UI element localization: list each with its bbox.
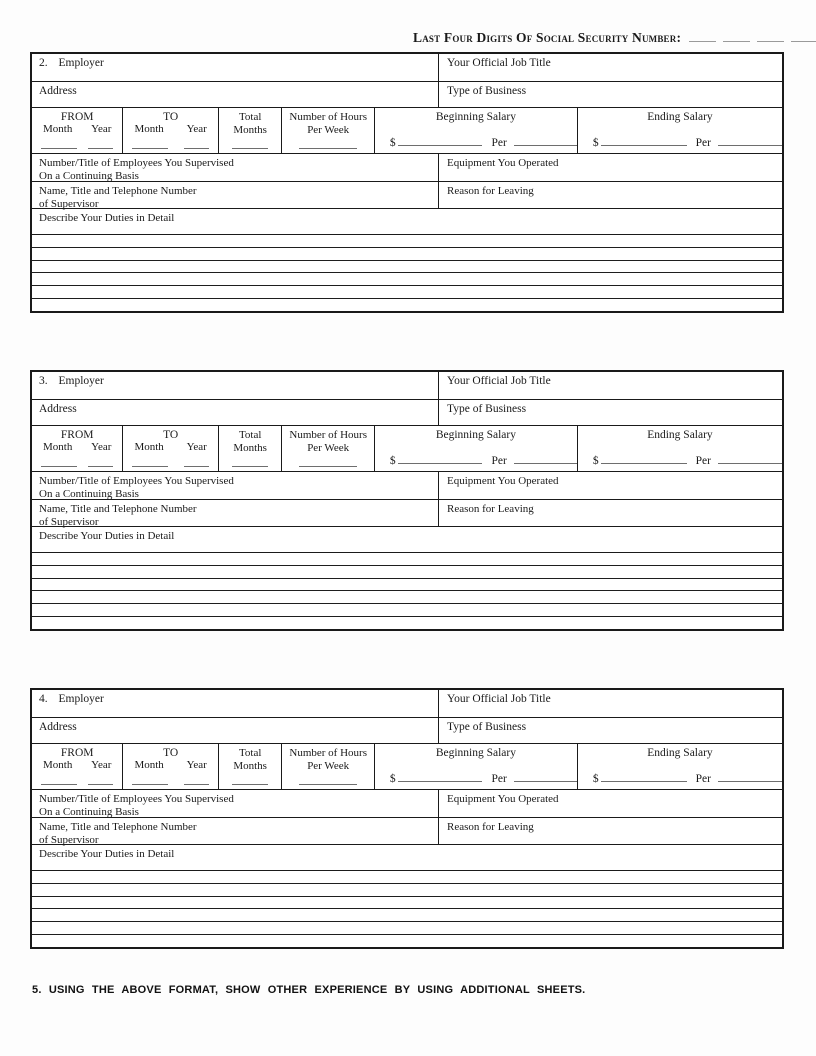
per-label: Per [695, 455, 711, 467]
hours-per-week-cell [282, 744, 374, 789]
total-months-label-2: Months [233, 442, 267, 454]
dollar-sign: $ [389, 773, 396, 785]
duties-write-in-area [32, 235, 782, 311]
duties-write-in-area [32, 871, 782, 947]
reason-for-leaving-label: Reason for Leaving [447, 503, 534, 515]
address-row [32, 400, 782, 426]
total-months-line[interactable] [232, 147, 268, 149]
dollar-sign: $ [592, 455, 599, 467]
to-year-label: Year [186, 759, 207, 771]
employment-block-2 [30, 52, 784, 313]
ending-salary-per-line[interactable] [718, 780, 782, 782]
to-year-label: Year [186, 123, 207, 135]
supervisor-label-2: of Supervisor [39, 198, 99, 210]
duties-blank-line[interactable] [32, 922, 782, 935]
job-title-cell[interactable] [439, 690, 782, 717]
address-label: Address [39, 85, 77, 97]
equipment-operated-cell[interactable] [439, 154, 782, 181]
supervisor-row [32, 818, 782, 845]
employment-block-3 [30, 370, 784, 631]
ssn-digit-line[interactable] [757, 30, 784, 42]
to-month-line[interactable] [132, 147, 168, 149]
hours-label-2: Per Week [307, 442, 350, 454]
employer-row [32, 372, 782, 400]
duties-blank-line[interactable] [32, 871, 782, 884]
type-of-business-cell[interactable] [439, 718, 782, 743]
to-year-line[interactable] [184, 147, 209, 149]
from-year-label: Year [91, 759, 112, 771]
duties-blank-line[interactable] [32, 884, 782, 897]
from-month-label: Month [43, 759, 73, 771]
ending-salary-cell [578, 108, 782, 153]
address-row [32, 82, 782, 108]
additional-sheets-instruction: 5. USING THE ABOVE FORMAT, SHOW OTHER EXPERIENCE BY USING ADDITIONAL SHEETS. [32, 984, 586, 996]
supervisor-label-1: Name, Title and Telephone Number [39, 821, 197, 833]
to-month-line[interactable] [132, 783, 168, 785]
beginning-salary-cell [375, 426, 578, 471]
beginning-salary-per-line[interactable] [514, 780, 577, 782]
beginning-salary-amount-line[interactable] [398, 780, 483, 782]
job-title-label: Your Official Job Title [447, 375, 551, 387]
from-year-label: Year [91, 441, 112, 453]
from-year-label: Year [91, 123, 112, 135]
address-label: Address [39, 721, 77, 733]
employer-label: Employer [58, 693, 104, 705]
supervised-label-1: Number/Title of Employees You Supervised [39, 157, 234, 169]
equipment-operated-label: Equipment You Operated [447, 793, 559, 805]
employees-supervised-cell[interactable] [32, 154, 439, 181]
employer-label: Employer [58, 375, 104, 387]
job-title-label: Your Official Job Title [447, 57, 551, 69]
reason-for-leaving-cell[interactable] [439, 818, 782, 844]
beginning-salary-cell [375, 108, 578, 153]
ending-salary-amount-line[interactable] [601, 462, 687, 464]
duties-blank-line[interactable] [32, 579, 782, 592]
duties-blank-line[interactable] [32, 617, 782, 629]
address-cell[interactable] [32, 82, 439, 107]
beginning-salary-amount-line[interactable] [398, 144, 483, 146]
ending-salary-amount-line[interactable] [601, 780, 687, 782]
type-of-business-cell[interactable] [439, 400, 782, 425]
duties-blank-line[interactable] [32, 248, 782, 261]
supervisor-cell[interactable] [32, 818, 439, 844]
address-cell[interactable] [32, 718, 439, 743]
type-of-business-label: Type of Business [447, 85, 527, 97]
from-month-line[interactable] [41, 783, 77, 785]
ending-salary-per-line[interactable] [718, 144, 782, 146]
supervisor-label-1: Name, Title and Telephone Number [39, 503, 197, 515]
supervised-row [32, 472, 782, 500]
ssn-label: Last Four Digits Of Social Security Number: [413, 30, 682, 45]
duties-label-row [32, 209, 782, 235]
ending-salary-cell [578, 426, 782, 471]
reason-for-leaving-label: Reason for Leaving [447, 821, 534, 833]
beginning-salary-amount-line[interactable] [398, 462, 483, 464]
block-number: 3. [39, 375, 48, 387]
to-date-cell [123, 426, 218, 471]
address-label: Address [39, 403, 77, 415]
total-months-cell [219, 744, 283, 789]
to-label: TO [163, 429, 179, 441]
duties-blank-line[interactable] [32, 591, 782, 604]
block-number: 4. [39, 693, 48, 705]
per-label: Per [695, 773, 711, 785]
hours-label-1: Number of Hours [289, 747, 367, 759]
reason-for-leaving-cell[interactable] [439, 182, 782, 208]
supervised-label-1: Number/Title of Employees You Supervised [39, 793, 234, 805]
duties-label: Describe Your Duties in Detail [39, 212, 175, 224]
duties-blank-line[interactable] [32, 604, 782, 617]
to-year-label: Year [186, 441, 207, 453]
supervisor-cell[interactable] [32, 182, 439, 208]
hours-label-2: Per Week [307, 124, 350, 136]
duties-blank-line[interactable] [32, 261, 782, 274]
equipment-operated-cell[interactable] [439, 790, 782, 817]
to-date-cell [123, 108, 218, 153]
ssn-digit-line[interactable] [689, 30, 716, 42]
dollar-sign: $ [389, 137, 396, 149]
supervisor-row [32, 182, 782, 209]
employer-cell[interactable] [32, 54, 439, 81]
ending-salary-label: Ending Salary [647, 111, 713, 123]
beginning-salary-label: Beginning Salary [435, 111, 516, 123]
employment-blocks [30, 52, 784, 949]
from-label: FROM [60, 111, 94, 123]
beginning-salary-label: Beginning Salary [435, 747, 516, 759]
equipment-operated-label: Equipment You Operated [447, 475, 559, 487]
from-month-line[interactable] [41, 465, 77, 467]
job-title-cell[interactable] [439, 54, 782, 81]
to-month-label: Month [134, 441, 164, 453]
total-months-cell [219, 426, 283, 471]
duties-blank-line[interactable] [32, 299, 782, 311]
from-date-cell [32, 744, 123, 789]
from-year-line[interactable] [88, 147, 113, 149]
supervised-label-2: On a Continuing Basis [39, 170, 139, 182]
equipment-operated-cell[interactable] [439, 472, 782, 499]
hours-label-2: Per Week [307, 760, 350, 772]
duties-blank-line[interactable] [32, 235, 782, 248]
ssn-digit-line[interactable] [723, 30, 750, 42]
ending-salary-cell [578, 744, 782, 789]
to-month-label: Month [134, 123, 164, 135]
total-months-line[interactable] [232, 465, 268, 467]
beginning-salary-cell [375, 744, 578, 789]
to-year-line[interactable] [184, 465, 209, 467]
duties-blank-line[interactable] [32, 566, 782, 579]
from-year-line[interactable] [88, 465, 113, 467]
ssn-digit-line[interactable] [791, 30, 816, 42]
beginning-salary-per-line[interactable] [514, 462, 577, 464]
total-months-line[interactable] [232, 783, 268, 785]
to-date-cell [123, 744, 218, 789]
total-months-cell [219, 108, 283, 153]
per-label: Per [491, 137, 507, 149]
hours-per-week-cell [282, 426, 374, 471]
type-of-business-cell[interactable] [439, 82, 782, 107]
from-month-line[interactable] [41, 147, 77, 149]
per-label: Per [491, 773, 507, 785]
hours-per-week-cell [282, 108, 374, 153]
type-of-business-label: Type of Business [447, 403, 527, 415]
dates-salary-row [32, 108, 782, 154]
from-month-label: Month [43, 441, 73, 453]
supervised-label-1: Number/Title of Employees You Supervised [39, 475, 234, 487]
supervisor-label-1: Name, Title and Telephone Number [39, 185, 197, 197]
employer-cell[interactable] [32, 372, 439, 399]
from-date-cell [32, 426, 123, 471]
from-year-line[interactable] [88, 783, 113, 785]
hours-per-week-line[interactable] [299, 147, 357, 149]
equipment-operated-label: Equipment You Operated [447, 157, 559, 169]
job-title-cell[interactable] [439, 372, 782, 399]
total-months-label-2: Months [233, 124, 267, 136]
duties-label: Describe Your Duties in Detail [39, 530, 175, 542]
per-label: Per [491, 455, 507, 467]
to-year-line[interactable] [184, 783, 209, 785]
type-of-business-label: Type of Business [447, 721, 527, 733]
hours-per-week-line[interactable] [299, 465, 357, 467]
employer-label: Employer [58, 57, 104, 69]
duties-write-in-area [32, 553, 782, 629]
duties-label-row [32, 845, 782, 871]
to-month-label: Month [134, 759, 164, 771]
employer-cell[interactable] [32, 690, 439, 717]
employment-block-4 [30, 688, 784, 949]
reason-for-leaving-label: Reason for Leaving [447, 185, 534, 197]
block-number: 2. [39, 57, 48, 69]
supervisor-label-2: of Supervisor [39, 834, 99, 846]
ssn-fill-area [689, 30, 816, 42]
dollar-sign: $ [592, 773, 599, 785]
employees-supervised-cell[interactable] [32, 790, 439, 817]
duties-blank-line[interactable] [32, 553, 782, 566]
dates-salary-row [32, 426, 782, 472]
to-label: TO [163, 111, 179, 123]
job-title-label: Your Official Job Title [447, 693, 551, 705]
ending-salary-label: Ending Salary [647, 429, 713, 441]
dollar-sign: $ [592, 137, 599, 149]
hours-per-week-line[interactable] [299, 783, 357, 785]
ending-salary-label: Ending Salary [647, 747, 713, 759]
total-months-label-1: Total [238, 747, 262, 759]
from-label: FROM [60, 429, 94, 441]
address-cell[interactable] [32, 400, 439, 425]
to-label: TO [163, 747, 179, 759]
from-label: FROM [60, 747, 94, 759]
address-row [32, 718, 782, 744]
supervised-row [32, 790, 782, 818]
duties-label-row [32, 527, 782, 553]
duties-blank-line[interactable] [32, 273, 782, 286]
supervised-label-2: On a Continuing Basis [39, 488, 139, 500]
duties-label: Describe Your Duties in Detail [39, 848, 175, 860]
dollar-sign: $ [389, 455, 396, 467]
total-months-label-1: Total [238, 429, 262, 441]
employer-row [32, 690, 782, 718]
reason-for-leaving-cell[interactable] [439, 500, 782, 526]
hours-label-1: Number of Hours [289, 111, 367, 123]
beginning-salary-per-line[interactable] [514, 144, 577, 146]
ssn-header [413, 30, 791, 46]
ending-salary-per-line[interactable] [718, 462, 782, 464]
duties-blank-line[interactable] [32, 286, 782, 299]
employees-supervised-cell[interactable] [32, 472, 439, 499]
duties-blank-line[interactable] [32, 897, 782, 910]
supervised-label-2: On a Continuing Basis [39, 806, 139, 818]
duties-blank-line[interactable] [32, 909, 782, 922]
from-month-label: Month [43, 123, 73, 135]
duties-blank-line[interactable] [32, 935, 782, 947]
supervised-row [32, 154, 782, 182]
supervisor-cell[interactable] [32, 500, 439, 526]
ending-salary-amount-line[interactable] [601, 144, 687, 146]
supervisor-label-2: of Supervisor [39, 516, 99, 528]
per-label: Per [695, 137, 711, 149]
dates-salary-row [32, 744, 782, 790]
supervisor-row [32, 500, 782, 527]
beginning-salary-label: Beginning Salary [435, 429, 516, 441]
to-month-line[interactable] [132, 465, 168, 467]
employer-row [32, 54, 782, 82]
total-months-label-2: Months [233, 760, 267, 772]
from-date-cell [32, 108, 123, 153]
total-months-label-1: Total [238, 111, 262, 123]
hours-label-1: Number of Hours [289, 429, 367, 441]
